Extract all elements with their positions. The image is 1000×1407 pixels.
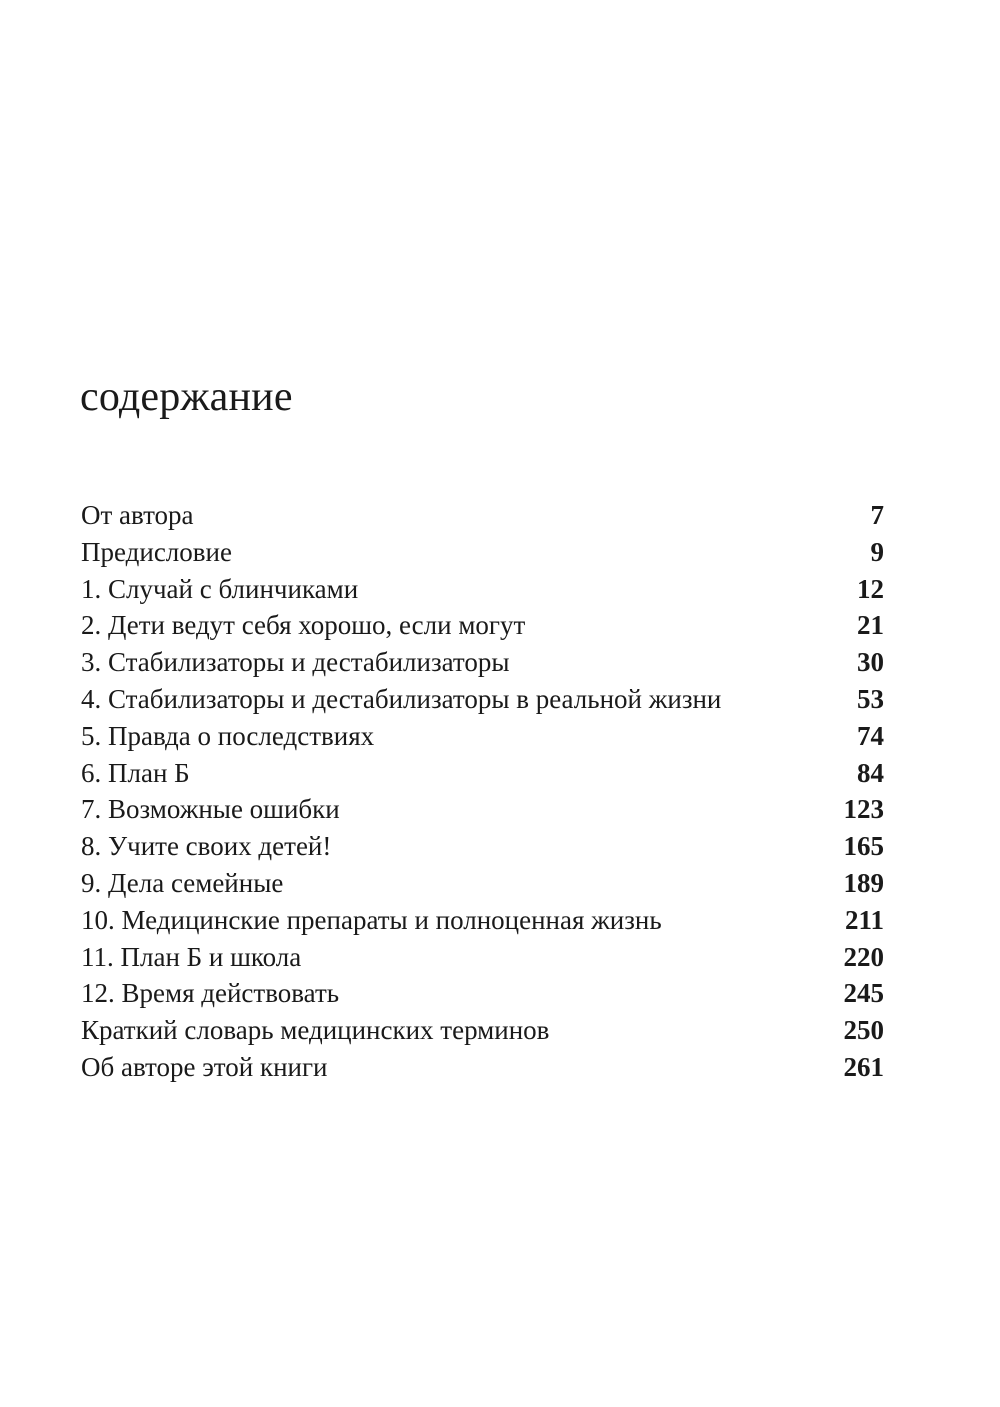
toc-entry-title: 12. Время действовать (81, 978, 340, 1009)
toc-entry-chapter-5 (81, 718, 884, 755)
toc-entry-from-author (81, 497, 884, 534)
toc-entry-page: 189 (843, 867, 884, 898)
toc-entry-chapter-8 (81, 828, 884, 865)
toc-entry-page: 53 (857, 683, 884, 714)
toc-entry-chapter-1 (81, 571, 884, 608)
toc-entry-chapter-3 (81, 644, 884, 681)
toc-entry-page: 12 (857, 573, 884, 604)
toc-entry-chapter-6 (81, 755, 884, 792)
toc-entry-title: 2. Дети ведут себя хорошо, если могут (81, 610, 526, 641)
toc-entry-title: 10. Медицинские препараты и полноценная жизнь (81, 904, 662, 935)
toc-entry-title: 7. Возможные ошибки (81, 794, 340, 825)
toc-entry-page: 9 (870, 536, 884, 567)
toc-entry-page: 165 (843, 831, 884, 862)
toc-entry-chapter-4 (81, 681, 884, 718)
toc-entry-title: Краткий словарь медицинских терминов (81, 1015, 550, 1046)
toc-entry-title: 1. Случай с блинчиками (81, 573, 359, 604)
toc-entry-title: 6. План Б (81, 757, 190, 788)
toc-entry-page: 7 (870, 500, 884, 530)
toc-entry-title: Предисловие (81, 536, 232, 567)
page-title: содержание (80, 374, 293, 420)
toc-entry-title: 11. План Б и школа (81, 941, 302, 972)
toc-entry-page: 220 (843, 941, 884, 972)
toc-entry-page: 30 (857, 647, 884, 678)
toc-entry-title: 4. Стабилизаторы и дестабилизаторы в реальной жизни (81, 683, 722, 714)
table-of-contents (81, 497, 884, 1086)
toc-entry-chapter-9 (81, 865, 884, 902)
toc-entry-chapter-7 (81, 791, 884, 828)
toc-entry-title: 5. Правда о последствиях (81, 720, 375, 751)
toc-entry-page: 123 (843, 794, 884, 825)
toc-entry-chapter-10 (81, 902, 884, 939)
toc-entry-chapter-2 (81, 607, 884, 644)
toc-entry-title: От автора (81, 500, 194, 530)
toc-entry-preface (81, 534, 884, 571)
toc-entry-page: 261 (843, 1051, 884, 1082)
toc-entry-title: 8. Учите своих детей! (81, 831, 332, 862)
toc-entry-page: 21 (857, 610, 884, 641)
toc-entry-glossary (81, 1012, 884, 1049)
toc-entry-page: 84 (857, 757, 884, 788)
toc-entry-chapter-12 (81, 975, 884, 1012)
toc-entry-title: 3. Стабилизаторы и дестабилизаторы (81, 647, 510, 678)
toc-entry-page: 250 (843, 1015, 884, 1046)
toc-entry-page: 245 (843, 978, 884, 1009)
toc-entry-title: Об авторе этой книги (81, 1051, 328, 1082)
toc-entry-page: 211 (844, 904, 884, 935)
toc-entry-title: 9. Дела семейные (81, 867, 284, 898)
toc-entry-chapter-11 (81, 939, 884, 976)
toc-entry-page: 74 (857, 720, 884, 751)
toc-entry-about-author (81, 1049, 884, 1086)
